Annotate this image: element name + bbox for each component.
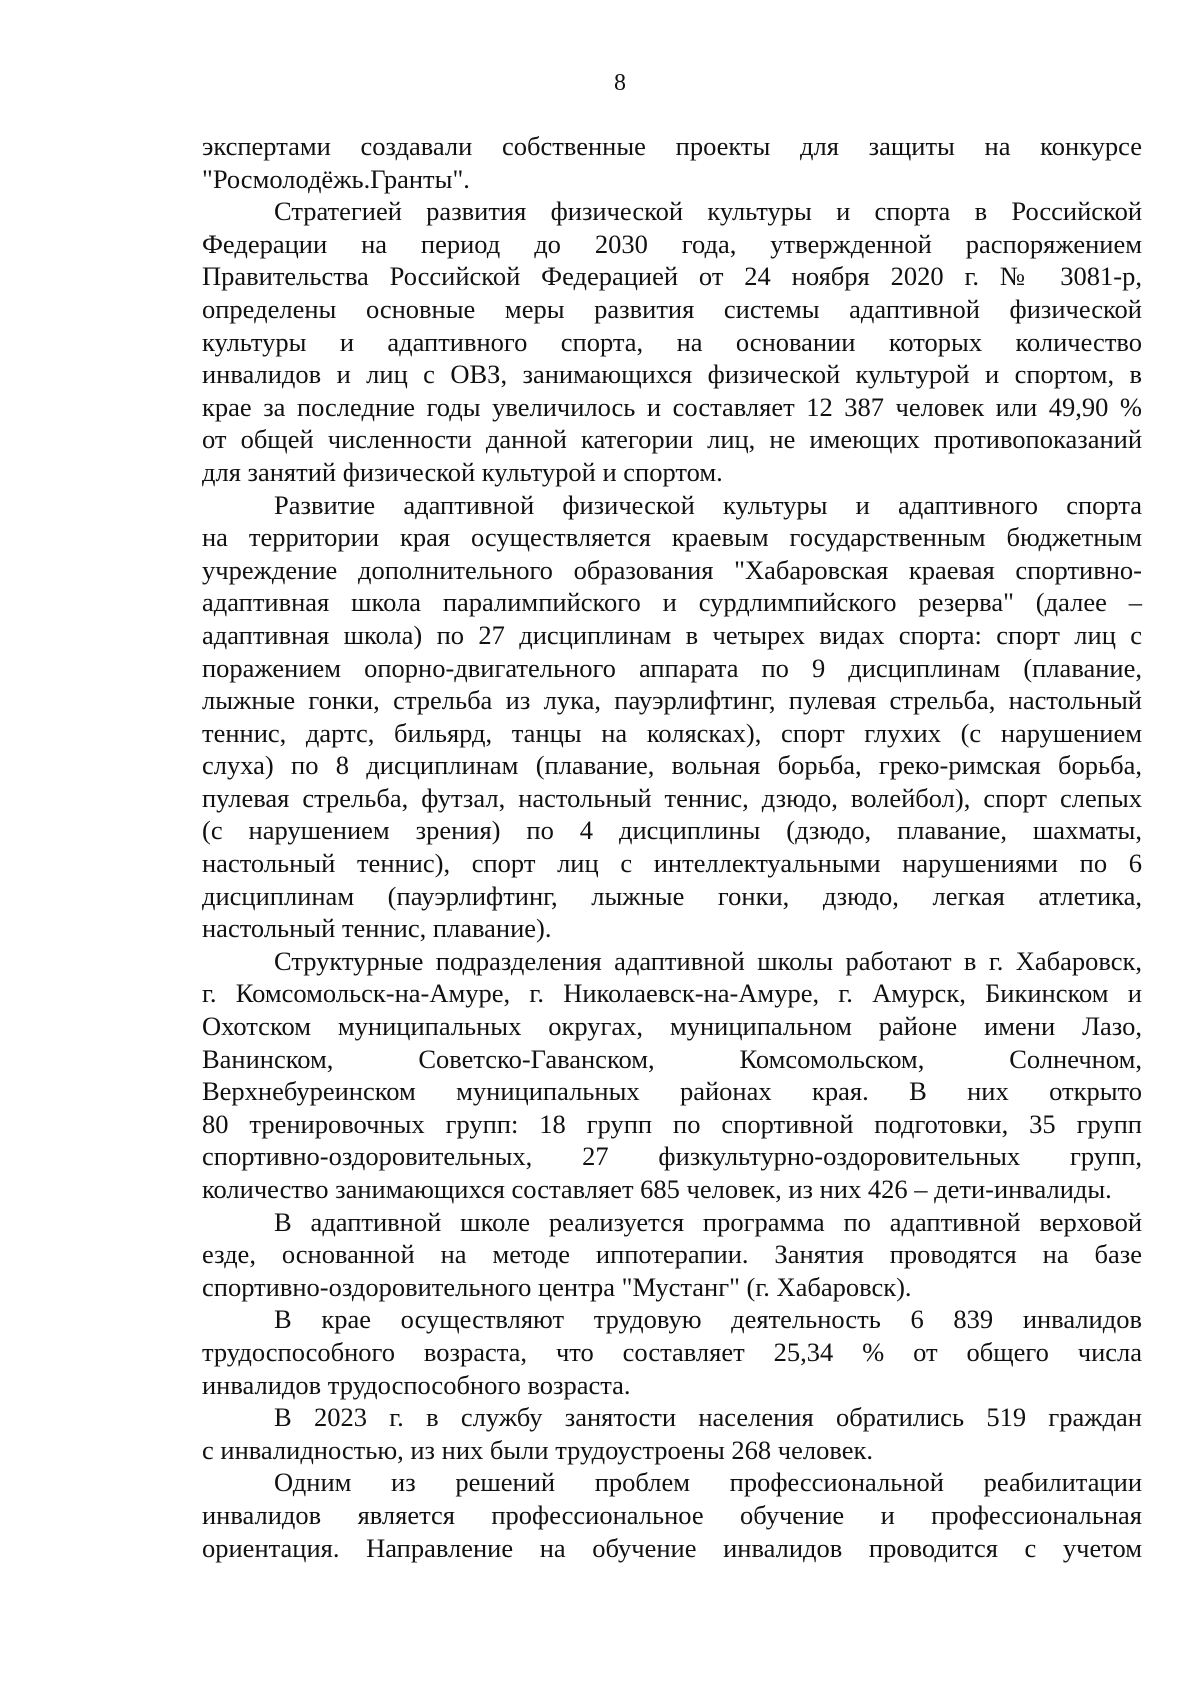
text-line: "Росмолодёжь.Гранты". <box>202 163 470 194</box>
text-line: Федерации на период до 2030 года, утвержденной распоряжением <box>202 228 1142 259</box>
text-line: г. Комсомольск-на-Амуре, г. Николаевск-на-Амуре, г. Амурск, Бикинском и <box>202 978 1142 1009</box>
text-line: настольный теннис), спорт лиц с интеллектуальными нарушениями по 6 <box>202 848 1142 879</box>
text-line: адаптивная школа) по 27 дисциплинам в четырех видах спорта: спорт лиц с <box>202 619 1142 650</box>
text-line: Развитие адаптивной физической культуры и адаптивного спорта <box>274 489 1142 520</box>
text-line: на территории края осуществляется краевым государственным бюджетным <box>202 522 1142 553</box>
text-line: Стратегией развития физической культуры и спорта в Российской <box>274 196 1142 227</box>
paragraph <box>202 195 1142 488</box>
text-line: экспертами создавали собственные проекты для защиты на конкурсе <box>202 131 1142 161</box>
text-line: Правительства Российской Федерацией от 24 ноября 2020 г. № 3081-р, <box>202 261 1142 292</box>
text-line: Верхнебуреинском муниципальных районах края. В них открыто <box>202 1076 1142 1107</box>
text-line: для занятий физической культурой и спортом. <box>202 456 723 487</box>
text-line: с инвалидностью, из них были трудоустроены 268 человек. <box>202 1434 873 1465</box>
paragraph <box>202 1401 1142 1466</box>
document-body <box>202 130 1142 1564</box>
paragraph <box>202 1303 1142 1401</box>
text-line: крае за последние годы увеличилось и составляет 12 387 человек или 49,90 % <box>202 391 1142 422</box>
text-line: лыжные гонки, стрельба из лука, пауэрлифтинг, пулевая стрельба, настольный <box>202 685 1142 716</box>
text-line: В адаптивной школе реализуется программа по адаптивной верховой <box>274 1206 1142 1237</box>
text-line: настольный теннис, плавание). <box>202 913 552 944</box>
text-line: культуры и адаптивного спорта, на основании которых количество <box>202 326 1142 357</box>
text-line: количество занимающихся составляет 685 человек, из них 426 – дети-инвалиды. <box>202 1174 1112 1204</box>
text-line: В 2023 г. в службу занятости населения обратились 519 граждан <box>274 1402 1142 1433</box>
text-line: адаптивная школа паралимпийского и сурдлимпийского резерва" (далее – <box>202 587 1142 618</box>
text-line: Ванинском, Советско-Гаванском, Комсомольском, Солнечном, <box>202 1043 1142 1074</box>
text-line: Структурные подразделения адаптивной школы работают в г. Хабаровск, <box>274 945 1142 976</box>
text-line: пулевая стрельба, футзал, настольный теннис, дзюдо, волейбол), спорт слепых <box>202 782 1142 813</box>
text-line: спортивно-оздоровительного центра "Мустанг" (г. Хабаровск). <box>202 1271 912 1302</box>
page-number: 8 <box>614 70 626 96</box>
paragraph <box>202 489 1142 945</box>
text-line: В крае осуществляют трудовую деятельность 6 839 инвалидов <box>274 1304 1142 1335</box>
text-line: 80 тренировочных групп: 18 групп по спортивной подготовки, 35 групп <box>202 1108 1142 1139</box>
text-line: Охотском муниципальных округах, муниципальном районе имени Лазо, <box>202 1011 1142 1042</box>
text-line: инвалидов трудоспособного возраста. <box>202 1369 631 1400</box>
text-line: ориентация. Направление на обучение инвалидов проводится с учетом <box>202 1532 1142 1563</box>
text-line: дисциплинам (пауэрлифтинг, лыжные гонки, дзюдо, легкая атлетика, <box>202 880 1142 911</box>
text-line: теннис, дартс, бильярд, танцы на колясках), спорт глухих (с нарушением <box>202 717 1142 748</box>
text-line: инвалидов является профессиональное обучение и профессиональная <box>202 1499 1142 1530</box>
text-line: (с нарушением зрения) по 4 дисциплины (дзюдо, плавание, шахматы, <box>202 815 1142 846</box>
text-line: учреждение дополнительного образования "Хабаровская краевая спортивно- <box>202 554 1142 585</box>
text-line: инвалидов и лиц с ОВЗ, занимающихся физической культурой и спортом, в <box>202 359 1142 390</box>
paragraph <box>202 130 1142 195</box>
text-line: езде, основанной на методе иппотерапии. Занятия проводятся на базе <box>202 1239 1142 1270</box>
text-line: определены основные меры развития системы адаптивной физической <box>202 293 1142 324</box>
paragraph <box>202 1206 1142 1304</box>
text-line: трудоспособного возраста, что составляет 25,34 % от общего числа <box>202 1336 1142 1367</box>
text-line: слуха) по 8 дисциплинам (плавание, вольная борьба, греко-римская борьба, <box>202 750 1142 781</box>
paragraph <box>202 1466 1142 1564</box>
text-line: Одним из решений проблем профессиональной реабилитации <box>274 1467 1142 1498</box>
text-line: поражением опорно-двигательного аппарата по 9 дисциплинам (плавание, <box>202 652 1142 683</box>
paragraph <box>202 945 1142 1206</box>
text-line: от общей численности данной категории лиц, не имеющих противопоказаний <box>202 424 1142 455</box>
text-line: спортивно-оздоровительных, 27 физкультурно-оздоровительных групп, <box>202 1141 1142 1172</box>
